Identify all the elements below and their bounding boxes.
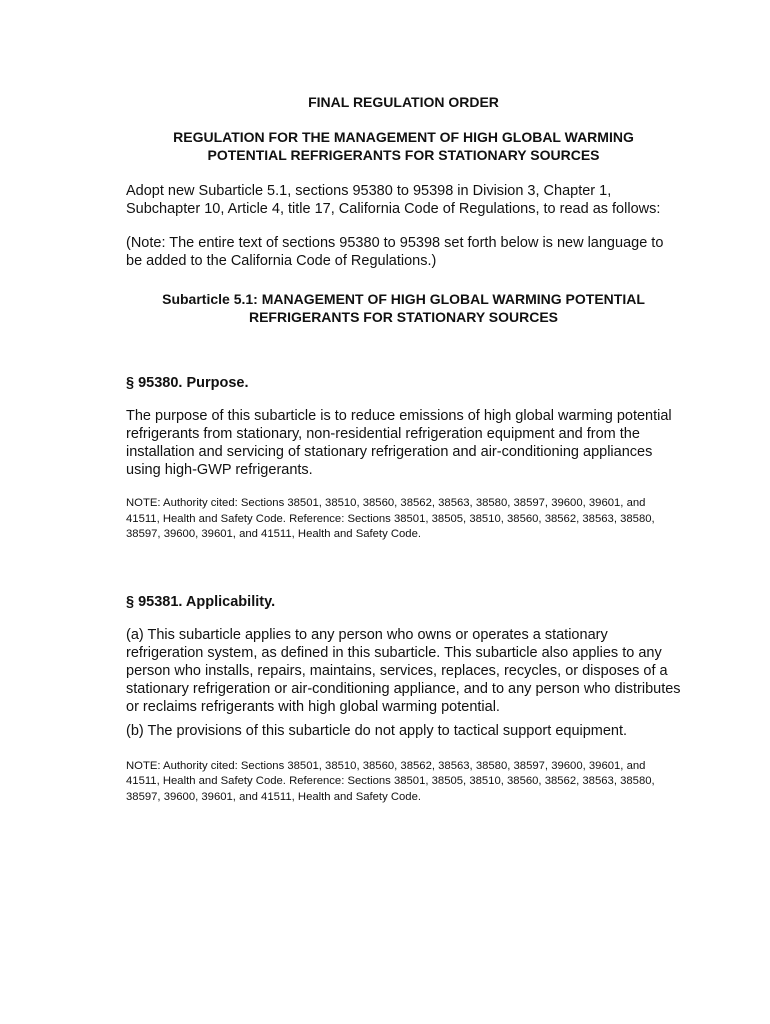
section-note: NOTE: Authority cited: Sections 38501, 38510, 38560, 38562, 38563, 38580, 38597, 39600, 39601, and 41511, Health and Safety Code. Reference: Sections 38501, 38505, 38510, 38560, 38562, 38563, 38580, 38597, 39600, 39601, and 41511, Health and Safety Code. (126, 759, 655, 803)
section-note: NOTE: Authority cited: Sections 38501, 38510, 38560, 38562, 38563, 38580, 38597, 39600, 39601, and 41511, Health and Safety Code. Reference: Sections 38501, 38505, 38510, 38560, 38562, 38563, 38580, 38597, 39600, 39601, and 41511, Health and Safety Code. (126, 497, 655, 540)
section-95380 (126, 374, 681, 543)
document-title: FINAL REGULATION ORDER (308, 94, 499, 110)
document-subtitle (126, 128, 681, 164)
section-body-a: (a) This subarticle applies to any person who owns or operates a stationary refrigeration system, as defined in this subarticle. This subarticle also applies to any person who installs, repairs, maintains, services, replaces, recycles, or disposes of a stationary refrigeration or air-conditioning appliance, and to any person who distributes or reclaims refrigerants with high global warming potential. (126, 626, 681, 715)
section-95381 (126, 593, 681, 806)
section-body: The purpose of this subarticle is to reduce emissions of high global warming potential refrigerants from stationary, non-residential refrigeration equipment and from the installation and servicing of stationary refrigeration and air-conditioning appliances using high-GWP refrigerants. (126, 408, 672, 478)
subarticle-line-2: REFRIGERANTS FOR STATIONARY SOURCES (248, 309, 559, 325)
adopt-paragraph: Adopt new Subarticle 5.1, sections 95380 to 95398 in Division 3, Chapter 1, Subchapter 10, Article 4, title 17, California Code of Regulations, to read as follows: (126, 183, 661, 217)
section-body-b: (b) The provisions of this subarticle do not apply to tactical support equipment. (126, 722, 628, 739)
subarticle-heading (126, 290, 681, 326)
section-heading: § 95381. Applicability. (126, 593, 276, 610)
section-heading: § 95380. Purpose. (126, 375, 249, 391)
subtitle-line-1: REGULATION FOR THE MANAGEMENT OF HIGH GLOBAL WARMING (173, 129, 634, 145)
intro-note-paragraph: (Note: The entire text of sections 95380 to 95398 set forth below is new language to be added to the California Code of Regulations.) (126, 235, 664, 269)
subarticle-line-1: Subarticle 5.1: MANAGEMENT OF HIGH GLOBAL WARMING POTENTIAL (162, 291, 645, 307)
document-content (126, 94, 681, 805)
subtitle-line-2: POTENTIAL REFRIGERANTS FOR STATIONARY SOURCES (207, 147, 600, 163)
